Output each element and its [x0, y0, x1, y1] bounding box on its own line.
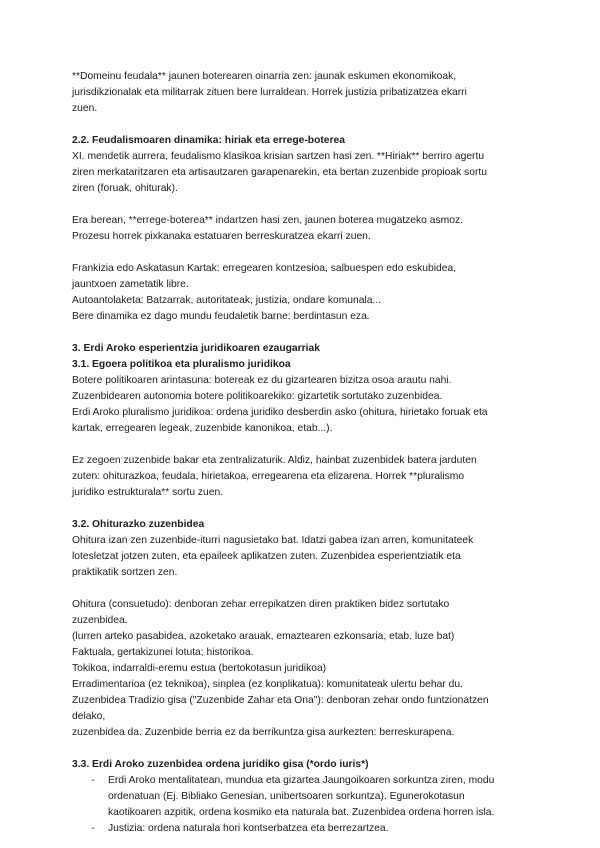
section-2-2: [72, 133, 532, 325]
list-item: [72, 773, 532, 821]
text-line: Erdi Aroko mentalitatean, mundua eta gizartea Jaungoikoaren sorkuntza ziren, modu: [108, 775, 495, 786]
text-line: delako,: [72, 711, 106, 722]
text-line: zuten: ohiturazkoa, feudala, hirietakoa, erregearena eta elizarena. Horrek **pluralismo: [72, 471, 465, 482]
text-line: jurisdikzionalak eta militarrak zituen bere lurraldean. Horrek justizia pribatizatzea ekarri: [72, 87, 467, 98]
text-line: Ohitura (consuetudo): denboran zehar errepikatzen diren praktiken bidez sortutako: [72, 599, 450, 610]
text-line: juridiko estrukturala** sortu zuen.: [72, 487, 224, 498]
text-line: praktikatik sortzen zen.: [72, 567, 178, 578]
text-line: Botere politikoaren arintasuna: botereak ez du gizartearen bizitza osoa arautu nahi.: [72, 375, 452, 386]
text-line: ziren (foruak, ohiturak).: [72, 183, 178, 194]
text-line: jauntxoen zametatik libre.: [72, 279, 189, 290]
text-line: Justizia: ordena naturala hori kontserbatzea eta berrezartzea.: [108, 823, 389, 834]
text-line: ziren merkataritzaren eta artisautzaren garapenarekin, eta bertan zuzenbide propioak sortu: [72, 167, 487, 178]
paragraph: [72, 373, 532, 437]
text-line: **Domeinu feudala** jaunen boterearen oinarria zen: jaunak eskumen ekonomikoak,: [72, 71, 457, 82]
text-line: Bere dinamika ez dago mundu feudaletik barne: berdintasun eza.: [72, 311, 370, 322]
text-line: Zuzenbidearen autonomia botere politikoarekiko: gizartetik sortutako zuzenbidea.: [72, 391, 443, 402]
section-3: [72, 341, 532, 501]
text-line: zuzenbidea.: [72, 615, 128, 626]
paragraph: [72, 597, 532, 741]
text-line: Erdi Aroko pluralismo juridikoa: ordena juridiko desberdin asko (ohitura, hirietako foruak eta: [72, 407, 488, 418]
text-line: zuen.: [72, 103, 98, 114]
subsection-heading: 3.3. Erdi Aroko zuzenbidea ordena juridiko gisa (*ordo iuris*): [72, 759, 369, 770]
text-line: Erradimentarioa (ez teknikoa), sinplea (ez konplikatua): komunitateak ulertu behar du.: [72, 679, 463, 690]
text-line: Autoantolaketa: Batzarrak, autoritateak, justizia, ondare komunala...: [72, 295, 382, 306]
document-body: [72, 69, 532, 837]
dash-bullet-icon: -: [91, 823, 95, 834]
text-line: Tokikoa, indarraldi-eremu estua (bertokotasun juridikoa): [72, 663, 327, 674]
text-line: zuzenbidea da. Zuzenbide berria ez da berrikuntza gisa aurkezten: berreskurapena.: [72, 727, 455, 738]
text-line: Era berean, **errege-boterea** indartzen hasi zen, jaunen boterea mugatzeko asmoz.: [72, 215, 463, 226]
paragraph: [72, 533, 532, 581]
section-3-2: [72, 517, 532, 741]
section-heading: 2.2. Feudalismoaren dinamika: hiriak eta errege-boterea: [72, 135, 345, 146]
paragraph: [72, 261, 532, 325]
dash-bullet-icon: -: [91, 775, 95, 786]
paragraph: [72, 453, 532, 501]
intro-paragraph: [72, 69, 532, 117]
text-line: Frankizia edo Askatasun Kartak: erregearen kontzesioa, salbuespen edo eskubidea,: [72, 263, 457, 274]
text-line: Prozesu horrek pixkanaka estatuaren berreskuratzea ekarri zuen.: [72, 231, 371, 242]
text-line: kartak, erregearen legeak, zuzenbide kanonikoa, etab...).: [72, 423, 333, 434]
paragraph: [72, 149, 532, 197]
text-line: kaotikoaren azpitik, ordena kosmiko eta naturala bat. Zuzenbidea ordena horren isla.: [108, 807, 495, 818]
text-line: XI. mendetik aurrera, feudalismo klasikoa krisian sartzen hasi zen. **Hiriak** berriro agertu: [72, 151, 485, 162]
text-line: Faktuala, gertakizunei lotuta; historikoa.: [72, 647, 254, 658]
text-line: Ohitura izan zen zuzenbide-iturri nagusietako bat. Idatzi gabea izan arren, komunitateek: [72, 535, 474, 546]
subsection-heading: 3.1. Egoera politikoa eta pluralismo juridikoa: [72, 359, 291, 370]
text-line: Zuzenbidea Tradizio gisa ("Zuzenbide Zahar eta Ona"): denboran zehar ondo funtzionatzen: [72, 695, 489, 706]
subsection-heading: 3.2. Ohiturazko zuzenbidea: [72, 519, 205, 530]
text-line: ordenatuan (Ej. Bibliako Genesian, unibertsoaren sorkuntza). Egunerokotasun: [108, 791, 465, 802]
text-line: Ez zegoen zuzenbide bakar eta zentralizaturik. Aldiz, hainbat zuzenbidek batera jarduten: [72, 455, 477, 466]
section-3-3: [72, 757, 532, 837]
text-line: lotesletzat jotzen zuten, eta epaileek aplikatzen zuten. Zuzenbidea esperientziatik eta: [72, 551, 461, 562]
text-line: (lurren arteko pasabidea, azoketako arauak, emaztearen ezkonsaria, etab. luze bat): [72, 631, 455, 642]
bullet-list: [72, 773, 532, 837]
list-item: [72, 821, 532, 837]
paragraph: [72, 213, 532, 245]
section-heading: 3. Erdi Aroko esperientzia juridikoaren ezaugarriak: [72, 343, 320, 354]
